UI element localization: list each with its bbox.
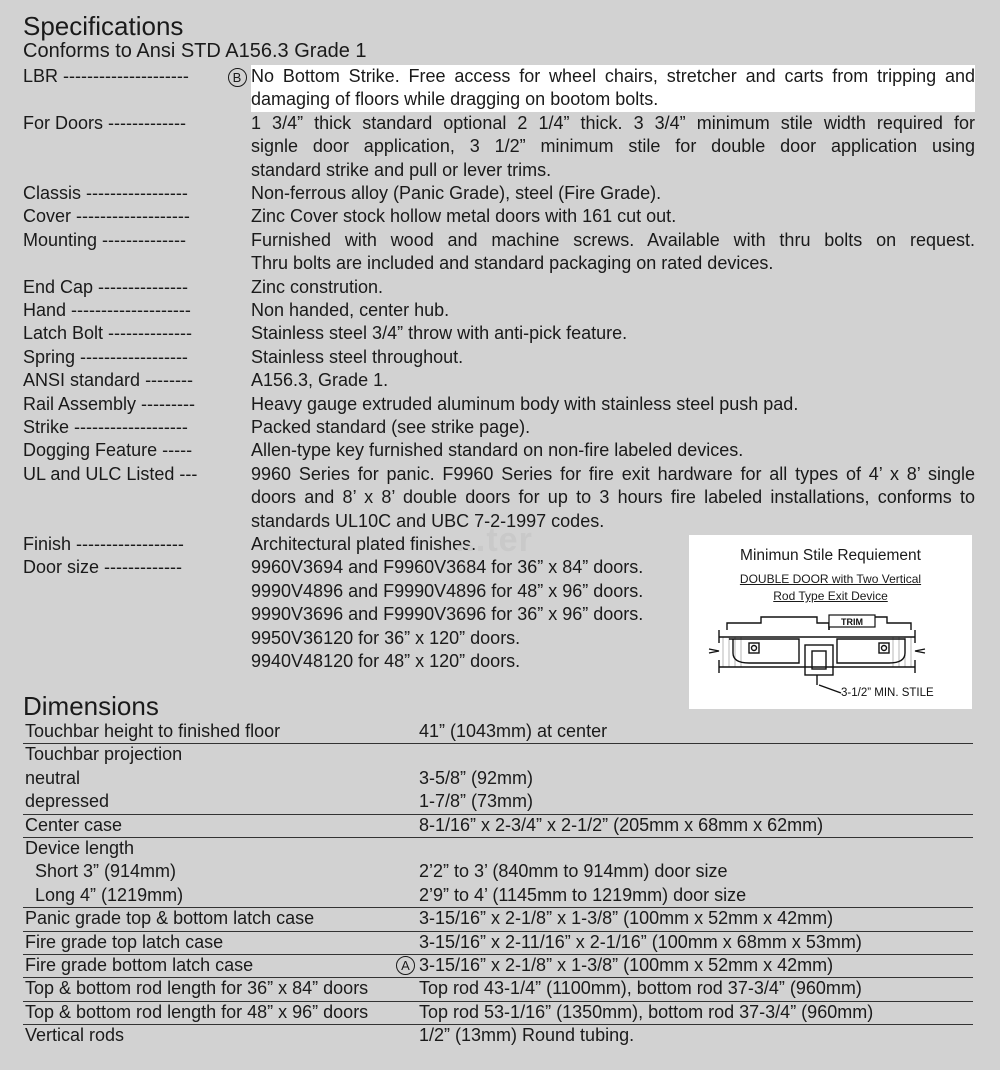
spec-label: LBR --------------------- <box>23 66 189 86</box>
dimension-label: depressed <box>25 791 110 812</box>
spec-value <box>251 463 975 533</box>
page-subtitle: Conforms to Ansi STD A156.3 Grade 1 <box>23 40 367 62</box>
dimension-label: Touchbar projection <box>25 744 183 765</box>
spec-value-line: standards UL10C and UBC 7-2-1997 codes. <box>251 510 605 531</box>
dimension-label: Device length <box>25 838 135 858</box>
dimension-value: 1/2” (13mm) Round tubing. <box>419 1025 635 1046</box>
spec-label: Door size ------------- <box>23 557 182 578</box>
dimension-value: Top rod 53-1/16” (1350mm), bottom rod 37-3/4” (960mm) <box>419 1001 874 1022</box>
dimension-label: Center case <box>25 814 123 835</box>
dimension-value: 3-5/8” (92mm) <box>419 767 534 788</box>
dimension-label: neutral <box>25 767 81 788</box>
spec-value-line: Stainless steel throughout. <box>251 346 464 367</box>
spec-label: Cover ------------------- <box>23 206 190 227</box>
spec-value <box>251 346 975 369</box>
spec-value <box>251 229 975 276</box>
spec-label: End Cap --------------- <box>23 276 188 297</box>
spec-value-line: standard strike and pull or lever trims. <box>251 159 552 180</box>
dimension-row <box>23 931 973 955</box>
spec-value-line: Zinc constrution. <box>251 276 384 297</box>
dimension-row <box>23 814 973 838</box>
spec-value-line: damaging of floors while dragging on bootom bolts. <box>251 89 659 110</box>
dimension-row <box>23 1001 973 1025</box>
spec-label: Spring ------------------ <box>23 346 188 367</box>
spec-label: Classis ----------------- <box>23 183 188 203</box>
spec-value-line: 1 3/4” thick standard optional 2 1/4” thick. 3 3/4” minimum stile width required for <box>251 112 975 133</box>
spec-value-line: 9950V36120 for 36” x 120” doors. <box>251 627 521 648</box>
spec-value <box>251 439 975 462</box>
spec-value <box>251 182 975 205</box>
dimension-value: 3-15/16” x 2-1/8” x 1-3/8” (100mm x 52mm x 42mm) <box>419 955 834 975</box>
spec-value-line: 9990V4896 and F9990V4896 for 48” x 96” doors. <box>251 580 644 601</box>
spec-value-line: 9960V3694 and F9960V3684 for 36” x 84” doors. <box>251 557 644 578</box>
spec-value <box>251 416 975 439</box>
dimension-label: Touchbar height to finished floor <box>25 721 281 741</box>
dimension-label: Top & bottom rod length for 48” x 96” doors <box>25 1001 369 1022</box>
spec-value-line: doors and 8’ x 8’ double doors for up to 3 hours fire labeled installations, conforms to <box>251 487 975 508</box>
spec-value-line: 9940V48120 for 48” x 120” doors. <box>251 651 521 672</box>
stile-diagram-subtitle-2: Rod Type Exit Device <box>773 589 888 603</box>
spec-label: Latch Bolt -------------- <box>23 323 192 344</box>
dimension-row <box>23 907 973 931</box>
spec-value-line: Non handed, center hub. <box>251 300 450 320</box>
dimension-label: Fire grade bottom latch case <box>25 955 254 975</box>
dimension-row <box>23 790 973 814</box>
spec-label: Finish ------------------ <box>23 534 184 554</box>
dimension-row <box>23 884 973 908</box>
dimension-row <box>23 954 973 978</box>
spec-value-line: 9960 Series for panic. F9960 Series for fire exit hardware for all types of 4’ x 8’ single <box>251 463 975 484</box>
spec-label: Mounting -------------- <box>23 229 186 250</box>
spec-value-line: Stainless steel 3/4” throw with anti-pick feature. <box>251 323 628 344</box>
spec-value <box>251 369 975 392</box>
stile-diagram-subtitle-1: DOUBLE DOOR with Two Vertical <box>739 572 922 586</box>
dimension-value: 1-7/8” (73mm) <box>419 791 534 812</box>
dimension-row <box>23 767 973 790</box>
spec-value-line: Thru bolts are included and standard packaging on rated devices. <box>251 253 774 274</box>
spec-label: Dogging Feature ----- <box>23 440 193 461</box>
stile-diagram <box>689 535 972 709</box>
dimension-value: Top rod 43-1/4” (1100mm), bottom rod 37-3/4” (960mm) <box>419 978 862 999</box>
spec-value-line: Packed standard (see strike page). <box>251 417 531 437</box>
dimension-value: 41” (1043mm) at center <box>419 721 608 741</box>
spec-label: Rail Assembly --------- <box>23 393 195 414</box>
spec-value-line: Zinc Cover stock hollow metal doors with 161 cut out. <box>251 206 677 227</box>
spec-value-line: Heavy gauge extruded aluminum body with stainless steel push pad. <box>251 393 799 414</box>
dimension-row <box>23 743 973 766</box>
dimension-label: Top & bottom rod length for 36” x 84” doors <box>25 978 369 999</box>
spec-value-line: signle door application, 3 1/2” minimum stile for double door application using <box>251 136 975 157</box>
dimension-row <box>23 1024 973 1047</box>
spec-value-line: 9990V3696 and F9990V3696 for 36” x 96” doors. <box>251 604 644 625</box>
spec-value <box>251 205 975 228</box>
spec-label: Hand -------------------- <box>23 300 191 320</box>
door-stile-drawing <box>689 535 972 709</box>
marker-b: B <box>228 68 247 87</box>
dimension-value: 2’9” to 4’ (1145mm to 1219mm) door size <box>419 884 747 905</box>
spec-value <box>251 65 975 112</box>
spec-value-line: Furnished with wood and machine screws. Available with thru bolts on request. <box>251 229 975 250</box>
spec-value <box>251 393 975 416</box>
spec-label: For Doors ------------- <box>23 112 186 133</box>
dimension-row <box>23 977 973 1001</box>
dimension-label: Long 4” (1219mm) <box>35 884 184 905</box>
dimension-label: Panic grade top & bottom latch case <box>25 908 315 929</box>
spec-label: Strike ------------------- <box>23 417 188 437</box>
dimension-label: Fire grade top latch case <box>25 931 224 952</box>
spec-value <box>251 112 975 182</box>
spec-value-line: Architectural plated finishes. <box>251 534 477 554</box>
dimension-value: 3-15/16” x 2-11/16” x 2-1/16” (100mm x 68mm x 53mm) <box>419 931 862 952</box>
spec-value-line: No Bottom Strike. Free access for wheel chairs, stretcher and carts from tripping and <box>251 66 975 86</box>
spec-value <box>251 322 975 345</box>
dimension-label: Vertical rods <box>25 1025 125 1046</box>
dimension-value: 3-15/16” x 2-1/8” x 1-3/8” (100mm x 52mm x 42mm) <box>419 908 834 929</box>
dimension-value: 8-1/16” x 2-3/4” x 2-1/2” (205mm x 68mm x 62mm) <box>419 814 824 835</box>
dimension-label: Short 3” (914mm) <box>35 861 177 882</box>
spec-value <box>251 299 975 322</box>
dimension-row <box>23 860 973 883</box>
spec-value <box>251 276 975 299</box>
spec-value-line: A156.3, Grade 1. <box>251 370 389 391</box>
stile-width-label: 3-1/2” MIN. STILE <box>841 687 934 699</box>
trim-label: TRIM <box>841 617 863 627</box>
dimension-value: 2’2” to 3’ (840mm to 914mm) door size <box>419 861 728 882</box>
spec-value-line: Allen-type key furnished standard on non-fire labeled devices. <box>251 440 744 461</box>
dimensions-title: Dimensions <box>23 691 159 721</box>
spec-label: ANSI standard -------- <box>23 370 194 391</box>
page-title: Specifications <box>23 11 184 41</box>
marker-a: A <box>396 956 415 975</box>
watermark: ...ter <box>455 521 533 559</box>
spec-label: UL and ULC Listed --- <box>23 463 198 484</box>
spec-value-line: Non-ferrous alloy (Panic Grade), steel (Fire Grade). <box>251 183 662 203</box>
dimension-row <box>23 837 973 860</box>
dimension-row <box>23 720 973 744</box>
stile-diagram-title: Minimun Stile Requiement <box>740 547 921 564</box>
